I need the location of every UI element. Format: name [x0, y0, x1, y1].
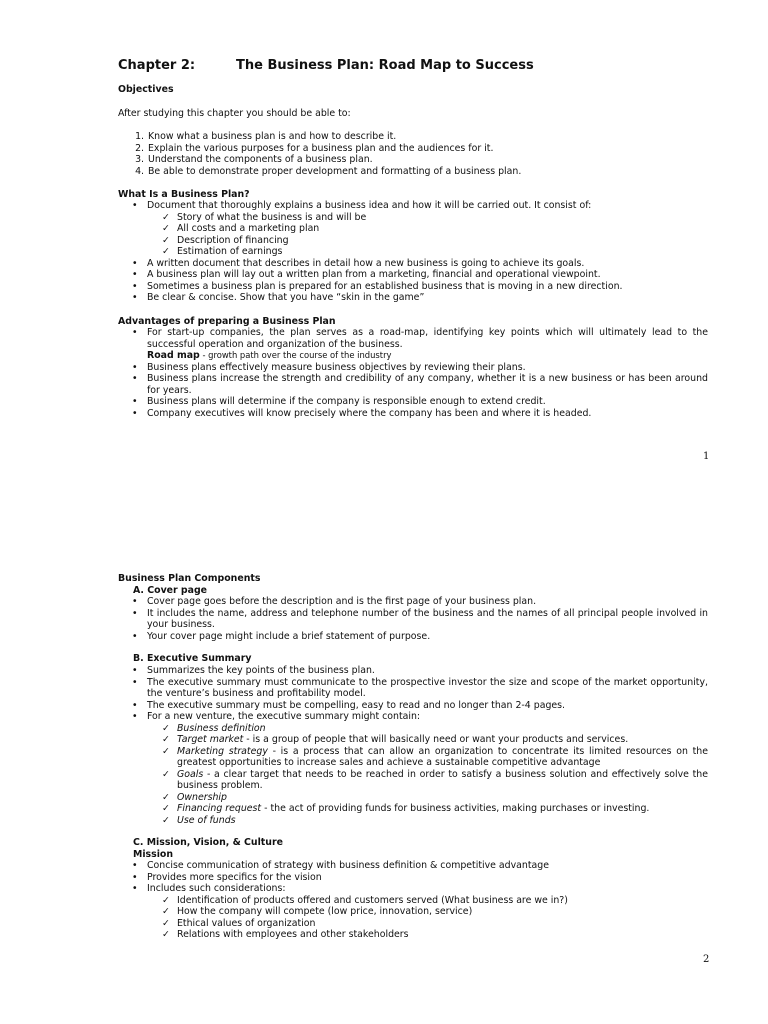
list-item: • Business plans will determine if the company is responsible enough to extend credit. [147, 396, 708, 408]
objective-item: 2. Explain the various purposes for a business plan and the audiences for it. [147, 143, 708, 155]
advantages-section [118, 327, 708, 419]
check-item: ✓ How the company will compete (low price, innovation, service) [177, 906, 708, 918]
objectives-intro: After studying this chapter you should be able to: [118, 108, 351, 119]
list-item: • Provides more specifics for the vision [147, 872, 708, 884]
check-term: Financing request [177, 803, 262, 814]
chapter-title: The Business Plan: Road Map to Success [236, 58, 534, 73]
check-def: - is a group of people that will basically need or want your products and services. [243, 734, 629, 745]
roadmap-definition: - growth path over the course of the industry [199, 350, 392, 360]
check-item [177, 746, 708, 769]
objectives-heading: Objectives [118, 84, 174, 95]
list-item: • Company executives will know precisely where the company has been and where it is headed. [147, 408, 708, 420]
check-item: ✓ All costs and a marketing plan [177, 223, 708, 235]
check-item: ✓ Identification of products offered and customers served (What business are we in?) [177, 895, 708, 907]
list-item: • Concise communication of strategy with business definition & competitive advantage [147, 860, 708, 872]
check-def: - the act of providing funds for business activities, making purchases or investing. [261, 803, 650, 814]
components-heading: Business Plan Components [118, 573, 261, 584]
list-item: • Business plans effectively measure business objectives by reviewing their plans. [147, 362, 708, 374]
check-def: - a clear target that needs to be reached in order to satisfy a business solution and effectively solve the business problem. [177, 768, 708, 791]
check-item: ✓ Story of what the business is and will be [177, 212, 708, 224]
objectives-list [118, 131, 708, 177]
check-item: ✓ Description of financing [177, 235, 708, 247]
exec-bullet-text: For a new venture, the executive summary might contain: [147, 711, 421, 722]
check-term: Goals [177, 768, 204, 780]
cover-section [118, 596, 708, 642]
page-number: 2 [703, 954, 710, 965]
list-item [147, 711, 708, 826]
objective-item: 1. Know what a business plan is and how to describe it. [147, 131, 708, 143]
check-item [177, 815, 708, 827]
check-term: Ownership [177, 791, 227, 803]
page-number: 1 [703, 451, 710, 462]
objective-item: 4. Be able to demonstrate proper development and formatting of a business plan. [147, 166, 708, 178]
list-item: • The executive summary must communicate to the prospective investor the size and scope of the market opportunity, the venture’s business and profitability model. [147, 677, 708, 700]
list-item [147, 200, 708, 258]
objective-item: 3. Understand the components of a business plan. [147, 154, 708, 166]
list-item: • Cover page goes before the description and is the first page of your business plan. [147, 596, 708, 608]
check-item: ✓ Relations with employees and other stakeholders [177, 929, 708, 941]
roadmap-term: Road map [147, 350, 200, 361]
check-item [177, 803, 708, 815]
adv-bullet-text: For start-up companies, the plan serves as a road-map, identifying key points which will ultimately lead to the successful operation and organization of the business. [147, 327, 708, 350]
check-item [177, 734, 708, 746]
check-def: - is a process that can allow an organization to concentrate its limited resources on the greatest opportunities to increase sales and achieve a sustainable competitive advantage [177, 745, 708, 768]
chapter-label: Chapter 2: [118, 58, 196, 73]
check-item: ✓ Ethical values of organization [177, 918, 708, 930]
list-item: • Your cover page might include a brief statement of purpose. [147, 631, 708, 643]
mission-section [118, 860, 708, 941]
list-item: • Sometimes a business plan is prepared for an established business that is moving in a new direction. [147, 281, 708, 293]
list-item: • A business plan will lay out a written plan from a marketing, financial and operational viewpoint. [147, 269, 708, 281]
check-term: Target market [177, 734, 244, 745]
list-item [147, 327, 708, 362]
check-term: Marketing strategy [177, 745, 268, 757]
list-item: • It includes the name, address and telephone number of the business and the names of all principal people involved in your business. [147, 608, 708, 631]
mission-bullet-text: Includes such considerations: [147, 883, 286, 894]
what-bullet-text: Document that thoroughly explains a business idea and how it will be carried out. It consist of: [147, 200, 592, 211]
mission-subheading: Mission [133, 849, 174, 860]
exec-section [118, 665, 708, 826]
list-item: • Business plans increase the strength and credibility of any company, whether it is a new business or has been around for years. [147, 373, 708, 396]
chapter-heading [118, 58, 534, 74]
list-item: • Be clear & concise. Show that you have “skin in the game” [147, 292, 708, 304]
list-item: • A written document that describes in detail how a new business is going to achieve its goals. [147, 258, 708, 270]
check-term: Use of funds [177, 814, 236, 826]
exec-heading: B. Executive Summary [133, 653, 252, 664]
list-item: • Summarizes the key points of the business plan. [147, 665, 708, 677]
mission-heading: C. Mission, Vision, & Culture [133, 837, 283, 848]
check-item [177, 769, 708, 792]
check-item [177, 792, 708, 804]
cover-heading: A. Cover page [133, 585, 208, 596]
check-item: ✓ Estimation of earnings [177, 246, 708, 258]
check-term: Business definition [177, 722, 266, 734]
advantages-heading: Advantages of preparing a Business Plan [118, 316, 336, 327]
check-item [177, 723, 708, 735]
what-heading: What Is a Business Plan? [118, 189, 250, 200]
what-section [118, 200, 708, 304]
list-item: • The executive summary must be compelling, easy to read and no longer than 2-4 pages. [147, 700, 708, 712]
list-item [147, 883, 708, 941]
